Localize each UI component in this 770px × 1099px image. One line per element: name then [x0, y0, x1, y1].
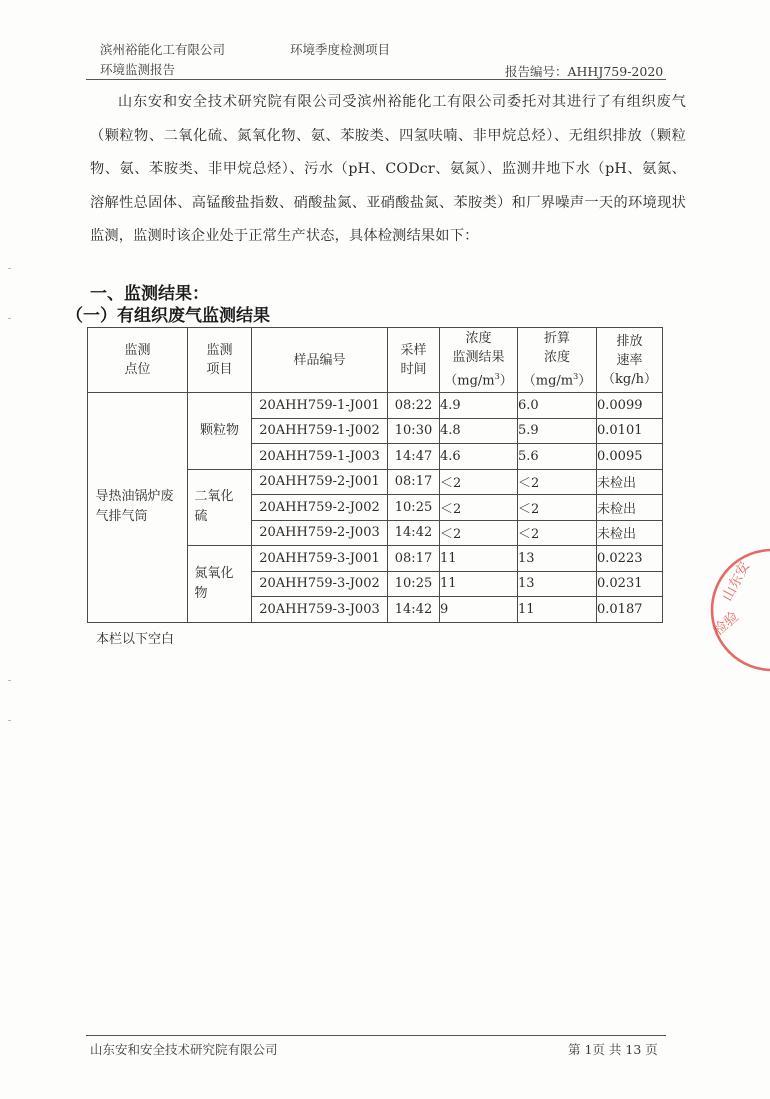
- item-cell-so2: [188, 469, 252, 546]
- footer-divider: [86, 1035, 666, 1036]
- conv-cell: 5.6: [518, 444, 597, 470]
- item-so2: 二氧化硫: [194, 489, 234, 525]
- conc-cell: 4.6: [440, 444, 518, 470]
- rate-cell: 0.0101: [597, 418, 663, 444]
- rate-cell: 未检出: [597, 469, 663, 495]
- rate-cell: 0.0187: [597, 597, 663, 623]
- table-header-row: [88, 328, 663, 393]
- col-header-rate-line1: 排放: [616, 333, 643, 349]
- seal-text-bottom: 检验: [710, 608, 743, 640]
- sample-no-cell: 20AHH759-2-J001: [252, 469, 388, 495]
- col-header-converted: [518, 328, 597, 393]
- sample-no-cell: 20AHH759-1-J002: [252, 418, 388, 444]
- header-project: 环境季度检测项目: [290, 42, 391, 57]
- conc-cell: 4.8: [440, 418, 518, 444]
- time-cell: 08:22: [388, 393, 440, 419]
- conv-cell: 11: [518, 597, 597, 623]
- conc-cell: ＜2: [440, 469, 518, 495]
- subsection-heading: （一）有组织废气监测结果: [66, 306, 270, 326]
- header-doc-type: 环境监测报告: [100, 62, 176, 77]
- conv-cell: ＜2: [518, 469, 597, 495]
- sample-no-cell: 20AHH759-3-J003: [252, 597, 388, 623]
- conc-cell: ＜2: [440, 520, 518, 546]
- monitoring-point-name: 导热油锅炉废气排气筒: [95, 489, 174, 525]
- col-header-emission-rate: [597, 328, 663, 393]
- scan-mark: [8, 318, 11, 319]
- col-header-conv-unit: $(mg/m^3)$: [522, 372, 592, 389]
- sample-no-cell: 20AHH759-2-J002: [252, 495, 388, 521]
- conc-cell: 9: [440, 597, 518, 623]
- time-cell: 10:25: [388, 571, 440, 597]
- scan-mark: [8, 720, 11, 721]
- conc-cell: 11: [440, 571, 518, 597]
- rate-cell: 未检出: [597, 520, 663, 546]
- item-nox: 氮氧化物: [194, 565, 234, 601]
- rate-cell: 0.0099: [597, 393, 663, 419]
- col-header-time-line1: 采样: [400, 343, 427, 358]
- blank-below-note: 本栏以下空白: [96, 632, 175, 647]
- item-cell-nox: [188, 546, 252, 623]
- col-header-item-line2: 项目: [206, 362, 233, 377]
- sample-no-cell: 20AHH759-1-J001: [252, 393, 388, 419]
- section-heading: 一、监测结果：: [90, 284, 209, 304]
- official-seal-stamp: [710, 540, 770, 680]
- col-header-time-line2: 时间: [400, 362, 427, 377]
- header-report-number: 报告编号：AHHJ759-2020: [505, 64, 664, 79]
- time-cell: 08:17: [388, 546, 440, 572]
- conv-cell: 6.0: [518, 393, 597, 419]
- rate-cell: 0.0223: [597, 546, 663, 572]
- sample-no-cell: 20AHH759-3-J001: [252, 546, 388, 572]
- conc-cell: 4.9: [440, 393, 518, 419]
- conc-cell: 11: [440, 546, 518, 572]
- scan-mark: [8, 268, 11, 269]
- conv-cell: 13: [518, 571, 597, 597]
- col-header-item: [188, 328, 252, 393]
- results-table: [87, 327, 663, 623]
- rate-cell: 0.0231: [597, 571, 663, 597]
- time-cell: 08:17: [388, 469, 440, 495]
- time-cell: 14:42: [388, 520, 440, 546]
- col-header-conc-line1: 浓度: [465, 331, 492, 347]
- conv-cell: ＜2: [518, 520, 597, 546]
- col-header-conc-line2: 监测结果: [452, 350, 505, 366]
- col-header-concentration: [440, 328, 518, 393]
- col-header-item-line1: 监测: [206, 343, 233, 358]
- scan-mark: [8, 680, 11, 681]
- col-header-rate-unit: （kg/h）: [602, 371, 657, 387]
- monitoring-point-cell: [88, 393, 188, 623]
- footer-page-info: 第 1页 共 13 页: [568, 1042, 658, 1057]
- item-particulate: 颗粒物: [199, 422, 239, 438]
- seal-text-top: 山东安: [719, 559, 754, 604]
- time-cell: 10:25: [388, 495, 440, 521]
- table-row: [88, 393, 663, 419]
- time-cell: 10:30: [388, 418, 440, 444]
- conv-cell: 5.9: [518, 418, 597, 444]
- header-divider: [86, 79, 666, 80]
- conv-cell: 13: [518, 546, 597, 572]
- col-header-sample-no-label: 样品编号: [293, 352, 346, 368]
- col-header-conv-line1: 折算: [543, 331, 570, 347]
- conv-cell: ＜2: [518, 495, 597, 521]
- rate-cell: 未检出: [597, 495, 663, 521]
- col-header-point-line2: 点位: [124, 362, 151, 377]
- rate-cell: 0.0095: [597, 444, 663, 470]
- col-header-sample-no: [252, 328, 388, 393]
- time-cell: 14:42: [388, 597, 440, 623]
- col-header-conv-line2: 浓度: [543, 350, 570, 366]
- sample-no-cell: 20AHH759-3-J002: [252, 571, 388, 597]
- col-header-rate-line2: 速率: [616, 352, 643, 368]
- sample-no-cell: 20AHH759-1-J003: [252, 444, 388, 470]
- col-header-conc-unit: $(mg/m^3)$: [444, 372, 513, 389]
- col-header-time: [388, 328, 440, 393]
- col-header-point-line1: 监测: [124, 343, 151, 358]
- item-cell-particulate: [188, 393, 252, 470]
- conc-cell: ＜2: [440, 495, 518, 521]
- footer-institute: 山东安和安全技术研究院有限公司: [90, 1042, 278, 1057]
- header-company: 滨州裕能化工有限公司: [100, 42, 226, 57]
- intro-paragraph: 山东安和安全技术研究院有限公司受滨州裕能化工有限公司委托对其进行了有组织废气（颗粒物、二氧化硫、氮氧化物、氨、苯胺类、四氢呋喃、非甲烷总烃）、无组织排放（颗粒物、氨、苯胺类、非甲烷总烃）、污水（pH、CODcr、氨氮）、监测井地下水（pH、氨氮、溶解性总固体、高锰酸盐指数、硝酸盐氮、亚硝酸盐氮、苯胺类）和厂界噪声一天的环境现状监测，监测时该企业处于正常生产状态，具体检测结果如下：: [90, 94, 686, 245]
- time-cell: 14:47: [388, 444, 440, 470]
- sample-no-cell: 20AHH759-2-J003: [252, 520, 388, 546]
- col-header-point: [88, 328, 188, 393]
